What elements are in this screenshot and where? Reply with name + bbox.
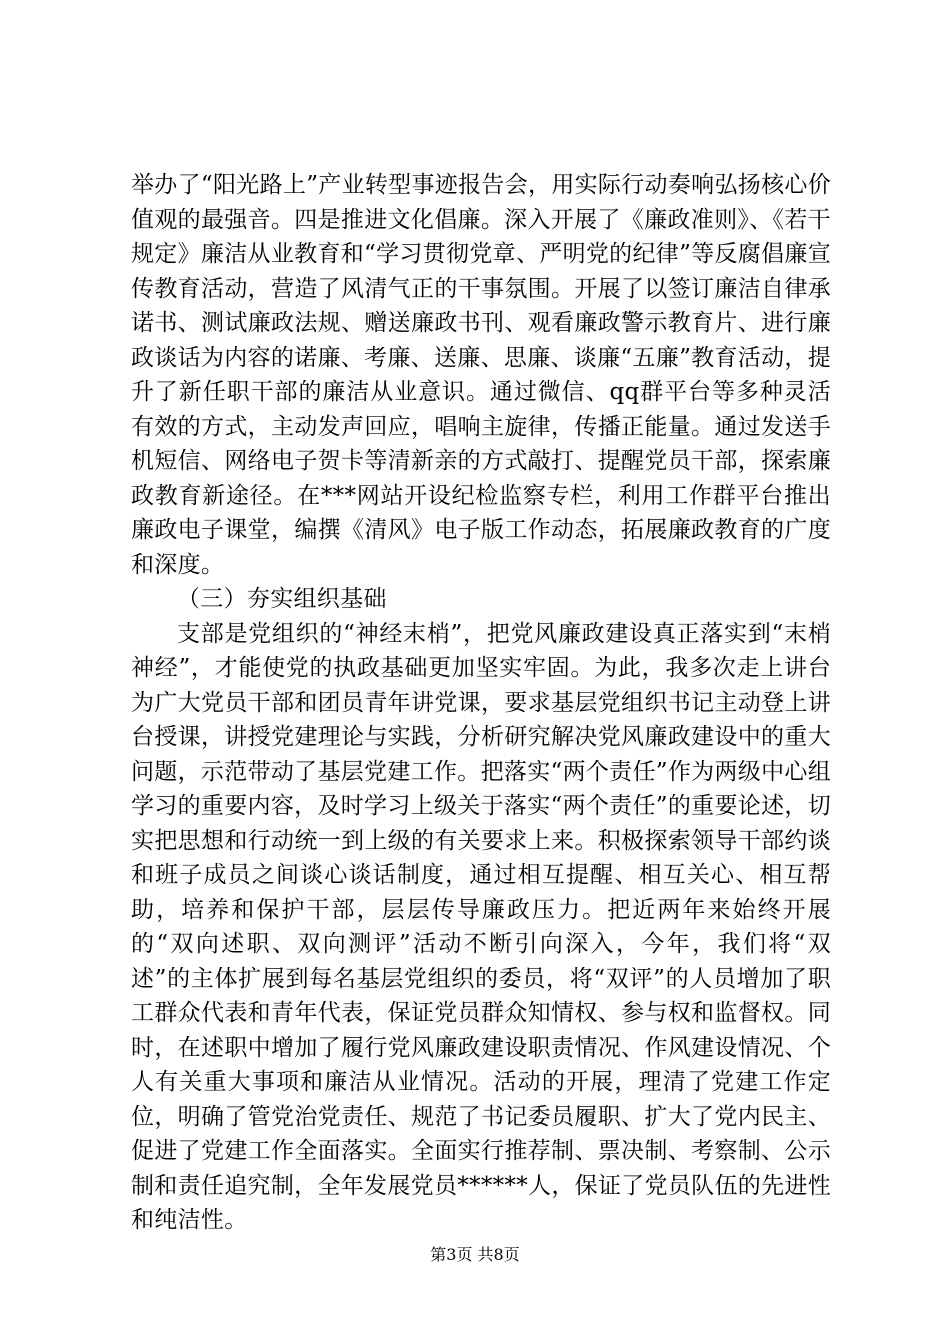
body-paragraph-2: 支部是党组织的“神经末梢”，把党风廉政建设真正落实到“末梢神经”，才能使党的执政基础更加坚实牢固。为此，我多次走上讲台为广大党员干部和团员青年讲党课，要求基层党组织书记主动登上讲台授课，讲授党建理论与实践，分析研究解决党风廉政建设中的重大问题，示范带动了基层党建工作。把落实“两个责任”作为两级中心组学习的重要内容，及时学习上级关于落实“两个责任”的重要论述，切实把思想和行动统一到上级的有关要求上来。积极探索领导干部约谈和班子成员之间谈心谈话制度，通过相互提醒、相互关心、相互帮助，培养和保护干部，层层传导廉政压力。把近两年来始终开展的“双向述职、双向测评”活动不断引向深入，今年，我们将“双述”的主体扩展到每名基层党组织的委员，将“双评”的人员增加了职工群众代表和青年代表，保证党员群众知情权、参与权和监督权。同时，在述职中增加了履行党风廉政建设职责情况、作风建设情况、个人有关重大事项和廉洁从业情况。活动的开展，理清了党建工作定位，明确了管党治党责任、规范了书记委员履职、扩大了党内民主、促进了党建工作全面落实。全面实行推荐制、票决制、考察制、公示制和责任追究制，全年发展党员******人，保证了党员队伍的先进性和纯洁性。 [131, 620, 831, 1233]
page-footer [0, 1245, 950, 1265]
section-heading: （三）夯实组织基础 [177, 586, 387, 612]
page-number-label: 第3页 共8页 [430, 1245, 520, 1264]
body-paragraph-1: 举办了“阳光路上”产业转型事迹报告会，用实际行动奏响弘扬核心价值观的最强音。四是推进文化倡廉。深入开展了《廉政准则》、《若干规定》廉洁从业教育和“学习贯彻党章、严明党的纪律”等反腐倡廉宣传教育活动，营造了风清气正的干事氛围。开展了以签订廉洁自律承诺书、测试廉政法规、赠送廉政书刊、观看廉政警示教育片、进行廉政谈话为内容的诺廉、考廉、送廉、思廉、谈廉“五廉”教育活动，提升了新任职干部的廉洁从业意识。通过微信、qq群平台等多种灵活有效的方式，主动发声回应，唱响主旋律，传播正能量。通过发送手机短信、网络电子贺卡等清新亲的方式敲打、提醒党员干部，探索廉政教育新途径。在***网站开设纪检监察专栏，利用工作群平台推出廉政电子课堂，编撰《清风》电子版工作动态，拓展廉政教育的广度和深度。 [131, 172, 831, 578]
document-body [131, 168, 831, 1238]
